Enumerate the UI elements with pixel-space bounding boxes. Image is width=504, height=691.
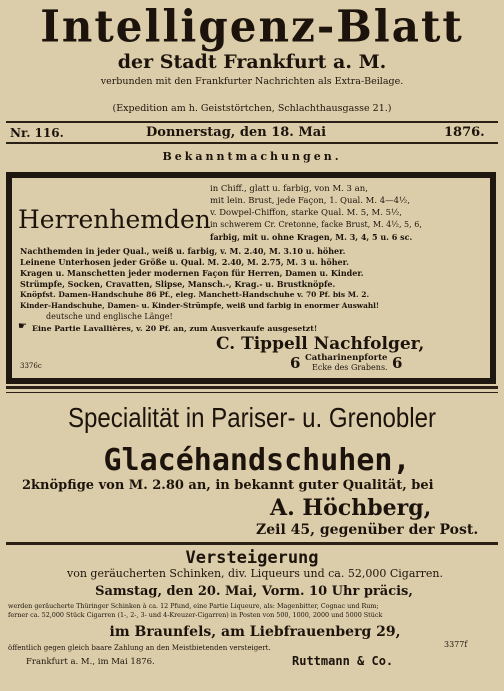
masthead-title: Intelligenz-Blatt bbox=[40, 0, 464, 53]
ad2-line1: Specialität in Pariser- u. Grenobler bbox=[67, 402, 437, 433]
ad1-headline: Herrenhemden bbox=[18, 205, 211, 234]
ad1-right-line: mit lein. Brust, jede Façon, 1. Qual. M. 4—4½, bbox=[210, 196, 410, 206]
ad3-small3: öffentlich gegen gleich baare Zahlung an den Meistbietenden versteigert. bbox=[8, 644, 271, 652]
rule-ad1 bbox=[6, 386, 498, 389]
ad1-firm: C. Tippell Nachfolger, bbox=[216, 334, 425, 354]
ad1-ref: 3376c bbox=[20, 362, 42, 370]
ad3-place: Frankfurt a. M., im Mai 1876. bbox=[26, 657, 155, 667]
ad2-line3: 2knöpfige von M. 2.80 an, in bekannt guter Qualität, bei bbox=[22, 478, 434, 493]
ad1-body-line: Leinene Unterhosen jeder Größe u. Qual. M. 2.40, M. 2.75, M. 3 u. höher. bbox=[20, 257, 349, 267]
rule-top bbox=[6, 121, 498, 123]
rule-issue bbox=[6, 142, 498, 144]
ad3-line3: im Braunfels, am Liebfrauenberg 29, bbox=[109, 624, 401, 640]
masthead-subtitle: der Stadt Frankfurt a. M. bbox=[117, 51, 387, 73]
masthead-expedition: (Expedition am h. Geiststörtchen, Schlachthausgasse 21.) bbox=[112, 103, 392, 114]
ad3-small1: werden geräucherte Thüringer Schinken à ca. 12 Pfund, eine Partie Liqueure, als: Magenbitter, Cognac und Rum; bbox=[8, 602, 379, 610]
ad3-firm: Ruttmann & Co. bbox=[292, 654, 394, 668]
ad1-right-line: in Chiff., glatt u. farbig, von M. 3 an, bbox=[210, 184, 368, 194]
ad1-body-line: Kinder-Handschuhe, Damen- u. Kinder-Strümpfe, weiß und farbig in enormer Auswahl! bbox=[20, 301, 380, 310]
ad3-ref: 3377f bbox=[444, 640, 468, 649]
ad3-line1: von geräucherten Schinken, div. Liqueurs und ca. 52,000 Cigarren. bbox=[67, 567, 443, 580]
ad2-firm: A. Höchberg, bbox=[270, 495, 432, 521]
ad1-body-line: Nachthemden in jeder Qual., weiß u. farbig, v. M. 2.40, M. 3.10 u. höher. bbox=[20, 246, 346, 256]
ad1-number-left: 6 bbox=[290, 354, 301, 372]
ad2-address: Zeil 45, gegenüber der Post. bbox=[256, 522, 479, 538]
ad3-title: Versteigerung bbox=[185, 548, 319, 568]
ad1-right-line: v. Dowpel-Chiffon, starke Qual. M. 5, M. 5½, bbox=[210, 208, 402, 218]
ad1-right-line: in schwerem Cr. Cretonne, facke Brust, M. 4½, 5, 6, bbox=[210, 220, 422, 229]
ad1-street-corner: Ecke des Grabens. bbox=[312, 363, 388, 372]
ad1-body-line: Kragen u. Manschetten jeder modernen Façon für Herren, Damen u. Kinder. bbox=[20, 268, 364, 278]
issue-date: Donnerstag, den 18. Mai bbox=[146, 125, 327, 140]
issue-year: 1876. bbox=[444, 125, 485, 140]
ad1-body-line: Knöpfst. Damen-Handschuhe 86 Pf., eleg. Manchett-Handschuhe v. 70 Pf. bis M. 2. bbox=[20, 290, 370, 299]
pointing-hand-icon: ☛ bbox=[18, 321, 27, 332]
rule-ad1b bbox=[6, 392, 498, 393]
ad1-right-line: farbig, mit u. ohne Kragen, M. 3, 4, 5 u. 6 sc. bbox=[210, 232, 413, 242]
issue-number: Nr. 116. bbox=[10, 126, 64, 140]
section-title: Bekanntmachungen. bbox=[162, 150, 342, 163]
ad1-body-line: deutsche und englische Länge! bbox=[46, 312, 173, 321]
rule-ad2 bbox=[6, 542, 498, 545]
ad1-body-line: Strümpfe, Socken, Cravatten, Slipse, Mansch.-, Krag.- u. Brustknöpfe. bbox=[20, 279, 336, 289]
ad1-body-line: Eine Partie Lavallières, v. 20 Pf. an, zum Ausverkaufe ausgesetzt! bbox=[32, 324, 318, 333]
masthead-tagline: verbunden mit den Frankfurter Nachrichten als Extra-Beilage. bbox=[100, 76, 404, 87]
ad3-line2: Samstag, den 20. Mai, Vorm. 10 Uhr präcis, bbox=[95, 584, 413, 599]
ad2-line2: Glacéhandschuhen, bbox=[103, 443, 411, 478]
ad3-small2: ferner ca. 52,000 Stück Cigarren (1-, 2-, 3- und 4-Kreuzer-Cigarren) in Posten von 500, 1000, 2000 und 5000 Stück bbox=[8, 611, 383, 619]
ad1-number-right: 6 bbox=[392, 354, 403, 372]
ad1-street: Catharinenpforte bbox=[305, 353, 388, 363]
